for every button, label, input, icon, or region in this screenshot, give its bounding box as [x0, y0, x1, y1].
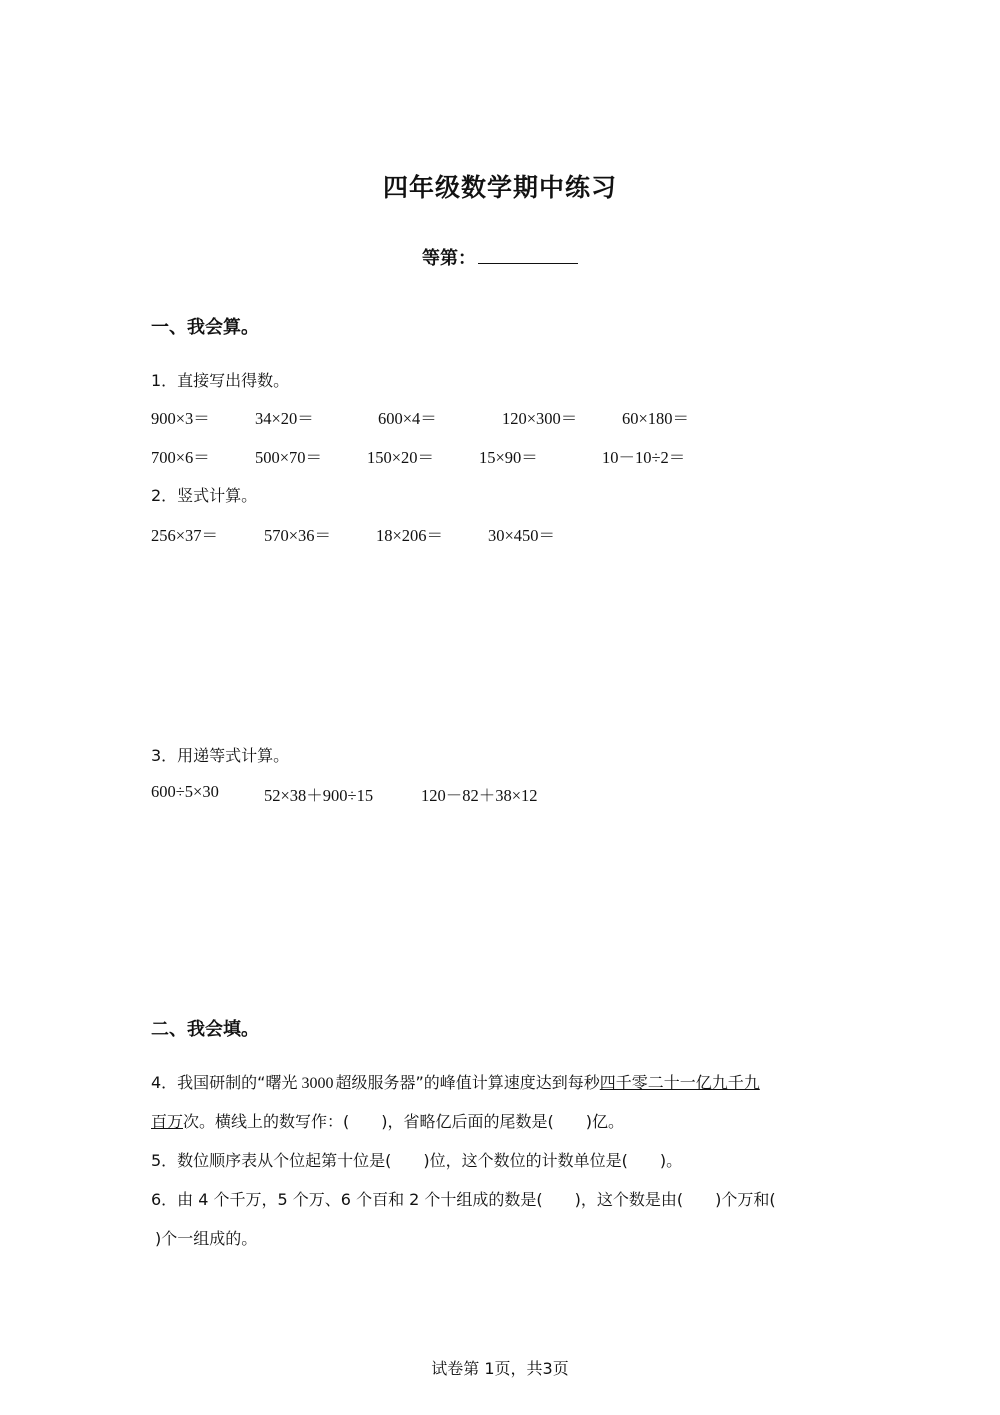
section-one-heading: 一、我会算。: [151, 317, 259, 338]
q1-label: 1．直接写出得数。: [151, 371, 290, 390]
q1-expr-3: 600×4＝: [378, 409, 437, 428]
q3-expr-2: 52×38＋900÷15: [264, 786, 374, 805]
section-two-heading: 二、我会填。: [151, 1019, 259, 1040]
q4-prefix: 4．我国研制的“曙光: [151, 1073, 298, 1092]
page-title: 四年级数学期中练习: [382, 173, 617, 202]
q4-rest: 次。横线上的数写作：( )，省略亿后面的尾数是( )亿。: [183, 1112, 624, 1131]
q5-text: 5．数位顺序表从个位起第十位是( )位，这个数位的计数单位是( )。: [151, 1151, 683, 1170]
grade-blank[interactable]: [478, 247, 578, 264]
q2-expr-3: 18×206＝: [376, 526, 444, 545]
q1-expr-9: 15×90＝: [479, 448, 538, 467]
q1-expr-7: 500×70＝: [255, 448, 323, 467]
page-footer: 试卷第 1页，共3页: [431, 1359, 569, 1378]
q2-label: 2．竖式计算。: [151, 486, 258, 505]
q3-label: 3．用递等式计算。: [151, 746, 290, 765]
q4-mid: 超级服务器”的峰值计算速度达到每秒: [335, 1073, 600, 1092]
q4-number: 3000: [301, 1075, 334, 1092]
q1-expr-2: 34×20＝: [255, 409, 314, 428]
q1-expr-5: 60×180＝: [622, 409, 690, 428]
q1-expr-10: 10－10÷2＝: [602, 448, 686, 467]
q4-underlined-number-text-cont: 百万: [151, 1112, 184, 1131]
q6-line-1: 6．由 4 个千万，5 个万、6 个百和 2 个十组成的数是( )，这个数是由( )个万和(: [151, 1190, 776, 1209]
q1-expr-1: 900×3＝: [151, 409, 210, 428]
q6-line-2: )个一组成的。: [155, 1229, 258, 1248]
q3-expr-3: 120－82＋38×12: [421, 786, 538, 805]
q1-expr-8: 150×20＝: [367, 448, 435, 467]
q1-expr-4: 120×300＝: [502, 409, 578, 428]
grade-label: 等第：: [422, 248, 476, 269]
q2-expr-2: 570×36＝: [264, 526, 332, 545]
q4-underlined-number-text: 四千零二十一亿九千九: [599, 1073, 760, 1092]
q4-line-2: [151, 1109, 624, 1132]
grade-field: [0, 244, 1000, 270]
q2-expr-1: 256×37＝: [151, 526, 219, 545]
q4-line-1: [151, 1070, 760, 1093]
q2-expr-4: 30×450＝: [488, 526, 556, 545]
q3-expr-1: 600÷5×30: [151, 782, 219, 801]
q1-expr-6: 700×6＝: [151, 448, 210, 467]
